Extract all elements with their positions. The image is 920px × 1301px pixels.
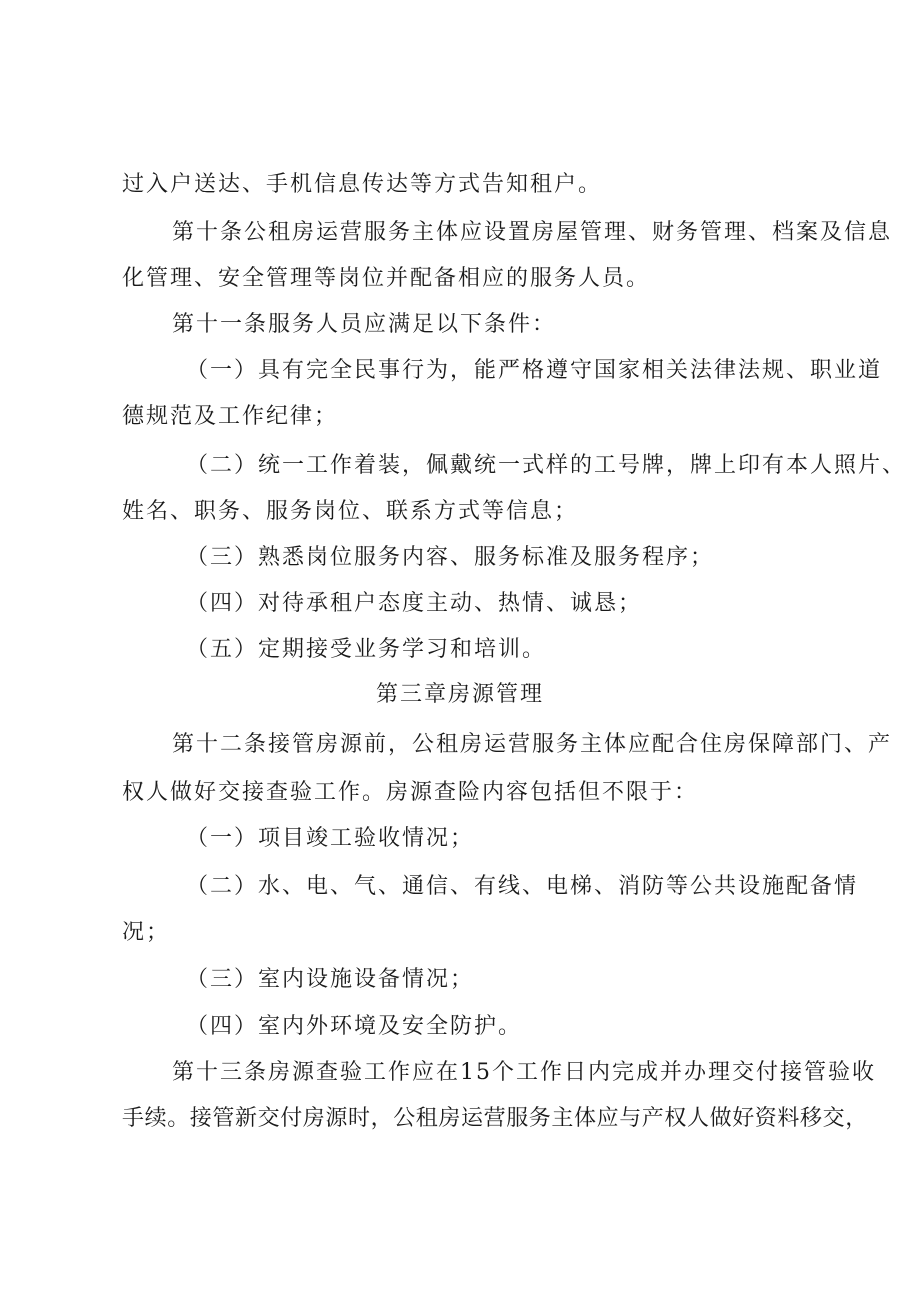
article-11-item-1-line-1: （一）具有完全民事行为，能严格遵守国家相关法律法规、职业道: [186, 358, 883, 383]
chapter-heading: 第三章房源管理: [375, 682, 544, 707]
article-12-item-2-line-1: （二）水、电、气、通信、有线、电梯、消防等公共设施配备情: [186, 874, 859, 899]
article-12-item-4: （四）室内外环境及安全防护。: [186, 1014, 523, 1039]
article-11-item-2-line-2: 姓名、职务、服务岗位、联系方式等信息；: [122, 499, 579, 524]
article-10-line-2: 化管理、安全管理等岗位并配备相应的服务人员。: [122, 266, 651, 291]
article-12-item-3: （三）室内设施设备情况；: [186, 967, 475, 992]
article-13-line-2: 手续。接管新交付房源时，公租房运营服务主体应与产权人做好资料移交，: [122, 1106, 868, 1131]
article-11-item-4: （四）对待承租户态度主动、热情、诚恳；: [186, 591, 643, 616]
article-11-item-3: （三）熟悉岗位服务内容、服务标准及服务程序；: [186, 545, 715, 570]
article-12-line-1: 第十二条接管房源前，公租房运营服务主体应配合住房保障部门、产: [172, 732, 893, 757]
text-line-1: 过入户送达、手机信息传达等方式告知租户。: [122, 172, 603, 197]
article-12-line-2: 权人做好交接查验工作。房源查险内容包括但不限于：: [122, 780, 699, 805]
article-13-line-1: 第十三条房源查验工作应在15个工作日内完成并办理交付接管验收: [172, 1060, 876, 1085]
article-11-item-1-line-2: 德规范及工作纪律；: [122, 404, 339, 429]
article-11-heading: 第十一条服务人员应满足以下条件：: [172, 312, 557, 337]
article-11-item-2-line-1: （二）统一工作着装，佩戴统一式样的工号牌，牌上印有本人照片、: [186, 453, 907, 478]
article-12-item-1: （一）项目竣工验收情况；: [186, 826, 475, 851]
article-11-item-5: （五）定期接受业务学习和培训。: [186, 637, 547, 662]
article-10-line-1: 第十条公租房运营服务主体应设置房屋管理、财务管理、档案及信息: [172, 220, 893, 245]
article-12-item-2-line-2: 况；: [122, 920, 171, 945]
